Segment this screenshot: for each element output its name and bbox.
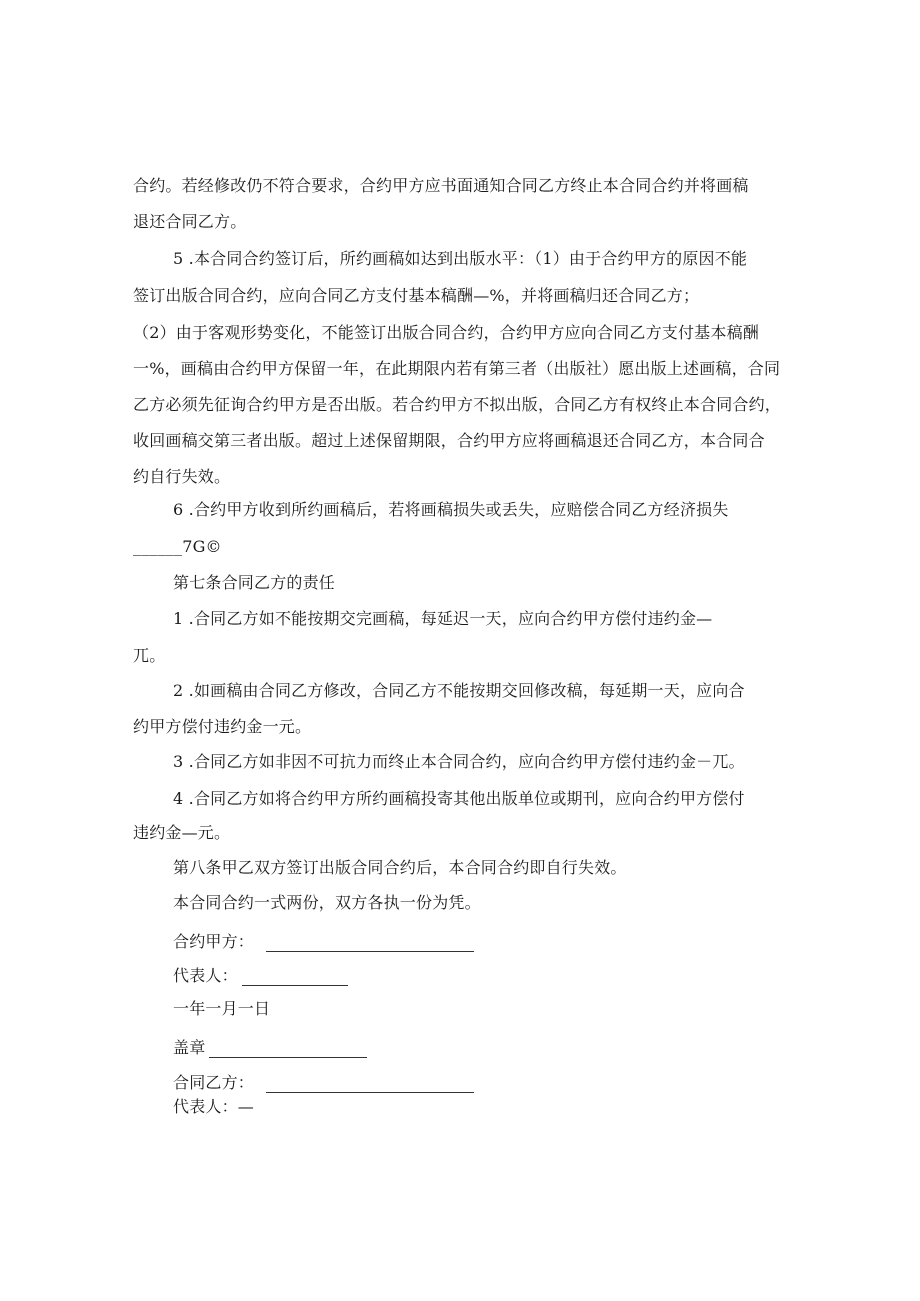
rep-a-signature-row xyxy=(173,966,348,986)
paragraph-line: 一%，画稿由合约甲方保留一年，在此期限内若有第三者（出版社）愿出版上述画稿，合同 xyxy=(133,359,781,378)
paragraph-line: 合约。若经修改仍不符合要求，合约甲方应书面通知合同乙方终止本合同合约并将画稿 xyxy=(133,176,749,195)
clause-3-line: 3 .合同乙方如非因不可抗力而终止本合同合约，应向合约甲方偿付违约金－兀。 xyxy=(173,752,745,771)
paragraph-line: 兀。 xyxy=(133,646,166,665)
seal-line xyxy=(209,1041,367,1058)
paragraph-line: 约自行失效。 xyxy=(133,467,231,486)
party-a-label: 合约甲方： xyxy=(173,932,255,951)
paragraph-line: 签订出版合同合约，应向合同乙方支付基本稿酬—%，并将画稿归还合同乙方； xyxy=(133,286,700,305)
clause-6-line: 6 .合约甲方收到所约画稿后，若将画稿损失或丢失，应赔偿合同乙方经济损失 xyxy=(173,500,729,519)
date-line: 一年一月一日 xyxy=(173,999,271,1018)
paragraph-line: 退还合同乙方。 xyxy=(133,212,247,231)
party-b-signature-row xyxy=(173,1073,474,1093)
seal-label: 盖章 xyxy=(173,1038,206,1057)
paragraph-line: ______7G© xyxy=(133,537,222,556)
party-b-label: 合同乙方： xyxy=(173,1073,255,1092)
paragraph-line: （2）由于客观形势变化，不能签订出版合同合约，合约甲方应向合同乙方支付基本稿酬 xyxy=(133,323,759,342)
party-b-signature-line xyxy=(266,1076,474,1093)
paragraph-line: 乙方必须先征询合约甲方是否出版。若合约甲方不拟出版，合同乙方有权终止本合同合约， xyxy=(133,395,782,414)
clause-2-line: 2 .如画稿由合同乙方修改，合同乙方不能按期交回修改稿，每延期一天，应向合 xyxy=(173,681,745,700)
paragraph-line: 违约金—元。 xyxy=(133,823,231,842)
paragraph-line: 约甲方偿付违约金一元。 xyxy=(133,717,312,736)
rep-a-signature-line xyxy=(242,969,348,986)
rep-b-label: 代表人：— xyxy=(173,1097,255,1116)
party-a-signature-line xyxy=(266,935,474,952)
seal-row xyxy=(173,1038,367,1058)
clause-4-line: 4 .合同乙方如将合约甲方所约画稿投寄其他出版单位或期刊，应向合约甲方偿付 xyxy=(173,789,745,808)
article-7-heading: 第七条合同乙方的责任 xyxy=(173,573,336,592)
rep-a-label: 代表人： xyxy=(173,966,238,985)
copies-line: 本合同合约一式两份，双方各执一份为凭。 xyxy=(173,893,481,912)
party-a-signature-row xyxy=(173,932,474,952)
clause-5-line: 5 .本合同合约签订后，所约画稿如达到出版水平：（1）由于合约甲方的原因不能 xyxy=(173,249,748,268)
article-8-line: 第八条甲乙双方签订出版合同合约后，本合同合约即自行失效。 xyxy=(173,858,627,877)
clause-1-line: 1 .合同乙方如不能按期交完画稿，每延迟一天，应向合约甲方偿付违约金— xyxy=(173,609,713,628)
paragraph-line: 收回画稿交第三者出版。超过上述保留期限，合约甲方应将画稿退还合同乙方，本合同合 xyxy=(133,431,765,450)
